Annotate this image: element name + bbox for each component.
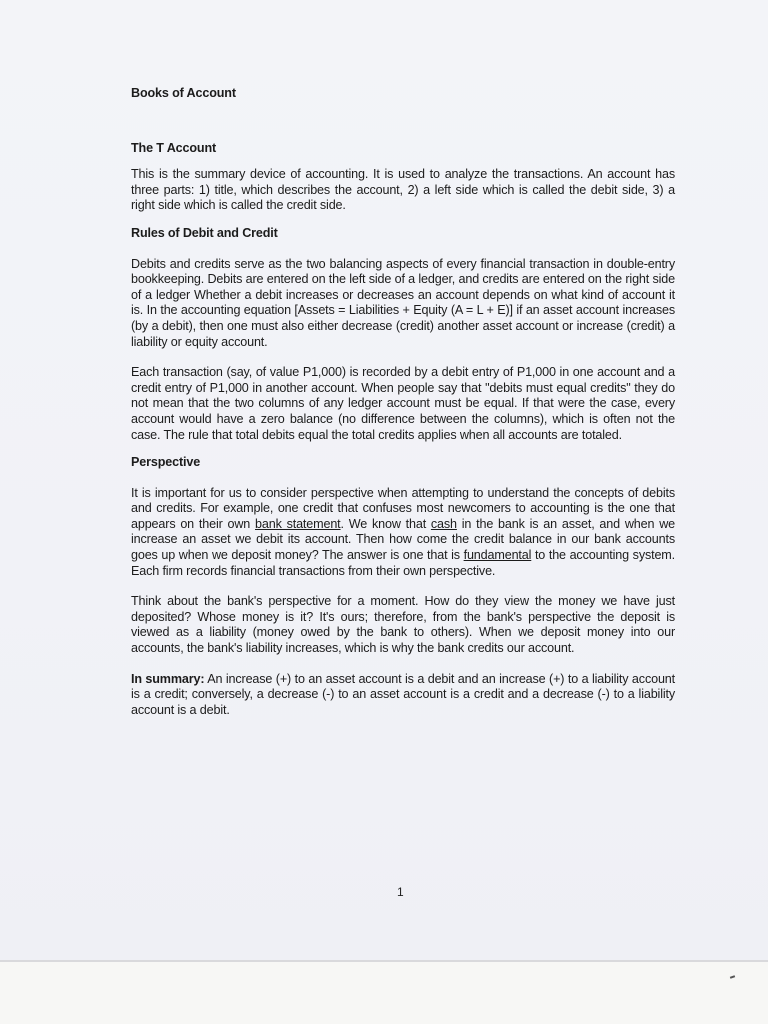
summary-label: In summary: bbox=[131, 671, 205, 686]
underlined-term-bank-statement: bank statement bbox=[255, 516, 341, 531]
underlined-term-cash: cash bbox=[430, 516, 457, 531]
paragraph-t-account: This is the summary device of accounting. It is used to analyze the transactions. An account has three parts: 1) title, which describes the account, 2) a left side which is called the debit side, 3) a right side which is called the credit side. bbox=[131, 167, 675, 213]
text-run: in the bank is an asset, and when we increase an asset we debit its account. Then how come the credit balance in our bank accounts goes up when we deposit money? The answer is one that is bbox=[131, 516, 675, 563]
heading-t-account: The T Account bbox=[131, 140, 217, 155]
paragraph-perspective-1 bbox=[131, 486, 675, 580]
document-body bbox=[131, 86, 675, 718]
paragraph-rules-2: Each transaction (say, of value P1,000) is recorded by a debit entry of P1,000 in one account and a credit entry of P1,000 in another account. When people say that "debits must equal credits" they do not mean that the two columns of any ledger account must be equal. If that were the case, every account would have a zero balance (no difference between the columns), which is often not the case. The rule that total debits equal the total credits applies when all accounts are totaled. bbox=[131, 365, 675, 442]
paragraph-perspective-2: Think about the bank's perspective for a moment. How do they view the money we have just deposited? Whose money is it? It's ours; therefore, from the bank's perspective the deposit is viewed as a liability (money owed by the bank to others). When we deposit money into our accounts, the bank's liability increases, which is why the bank credits our account. bbox=[131, 594, 675, 656]
paragraph-summary bbox=[131, 672, 675, 719]
heading-rules-debit-credit: Rules of Debit and Credit bbox=[131, 225, 278, 240]
text-run: to the accounting system. Each firm records financial transactions from their own perspective. bbox=[131, 548, 676, 578]
page-number: 1 bbox=[397, 885, 404, 899]
paragraph-rules-1: Debits and credits serve as the two balancing aspects of every financial transaction in double-entry bookkeeping. Debits are entered on the left side of a ledger, and credits are entered on the right side of a ledger Whether a debit increases or decreases an account depends on what kind of account it is. In the accounting equation [Assets = Liabilities + Equity (A = L + E)] if an asset account increases (by a debit), then one must also either decrease (credit) another asset account or increase (credit) a liability or equity account. bbox=[131, 256, 675, 349]
background-surface bbox=[0, 962, 768, 1024]
text-run: It is important for us to consider perspective when attempting to understand the concepts of debits and credits. For example, one credit that confuses most newcomers to accounting is the one that appears on their own bbox=[131, 485, 675, 531]
underlined-term-fundamental: fundamental bbox=[463, 548, 532, 563]
text-run: . We know that bbox=[340, 516, 431, 531]
document-title: Books of Account bbox=[131, 86, 236, 100]
heading-perspective: Perspective bbox=[131, 455, 201, 470]
summary-text: An increase (+) to an asset account is a debit and an increase (+) to a liability account is a credit; conversely, a decrease (-) to an asset account is a credit and a decrease (-) to a liability account is a debit. bbox=[131, 671, 675, 717]
